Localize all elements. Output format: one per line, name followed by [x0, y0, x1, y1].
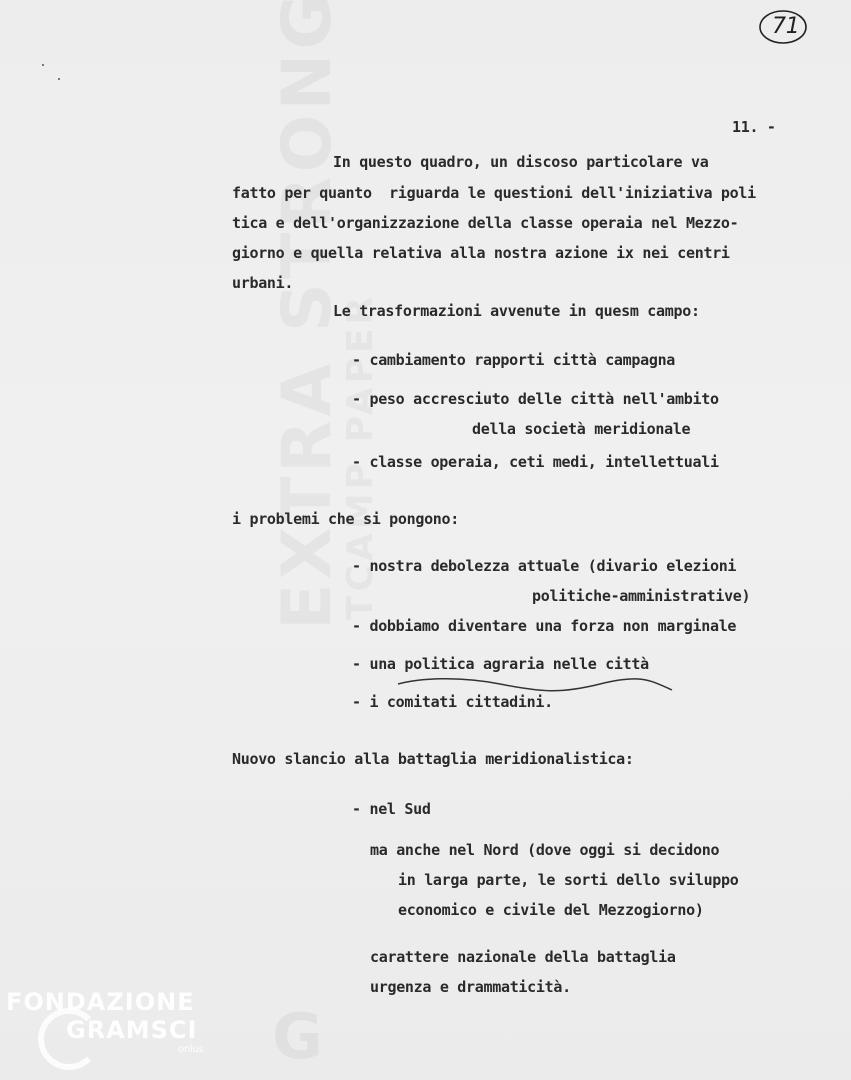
- section-heading: Le trasformazioni avvenute in quesm campo:: [333, 302, 700, 320]
- page-number: 11. -: [732, 118, 776, 136]
- list-item: - nel Sud: [352, 800, 431, 818]
- paragraph-line: fatto per quanto riguarda le questioni dell'iniziativa poli: [232, 184, 756, 202]
- list-item-continuation: in larga parte, le sorti dello sviluppo: [398, 871, 739, 889]
- list-item: - nostra debolezza attuale (divario elezioni: [352, 557, 737, 575]
- list-item-continuation: della società meridionale: [472, 420, 691, 438]
- handwritten-page-number: [764, 12, 800, 39]
- paper-speck: [58, 78, 60, 80]
- list-item: ma anche nel Nord (dove oggi si decidono: [370, 841, 720, 859]
- logo-line-1: FONDAZIONE: [6, 988, 195, 1016]
- paper-speck: [42, 64, 44, 66]
- list-item: - una politica agraria nelle città: [352, 655, 649, 673]
- list-item: - i comitati cittadini.: [352, 693, 553, 711]
- paragraph-line: tica e dell'organizzazione della classe operaia nel Mezzo-: [232, 214, 739, 232]
- section-heading: i problemi che si pongono:: [232, 510, 460, 528]
- section-heading: Nuovo slancio alla battaglia meridionalistica:: [232, 750, 634, 768]
- paragraph-line: In questo quadro, un discoso particolare va: [333, 153, 709, 171]
- paper-watermark-letter: [272, 1000, 332, 1070]
- foundation-logo: [6, 988, 216, 1074]
- paragraph-line: urbani.: [232, 274, 294, 292]
- list-item: - dobbiamo diventare una forza non marginale: [352, 617, 737, 635]
- paragraph-line: giorno e quella relativa alla nostra azione ix nei centri: [232, 244, 730, 262]
- logo-line-3: onlus: [178, 1044, 204, 1055]
- list-item: - classe operaia, ceti medi, intellettuali: [352, 453, 719, 471]
- list-item-continuation: politiche-amministrative): [532, 587, 751, 605]
- list-item: - peso accresciuto delle città nell'ambito: [352, 390, 719, 408]
- handwritten-page-number-text: 71: [772, 14, 800, 39]
- list-item: - cambiamento rapporti città campagna: [352, 351, 676, 369]
- list-item: carattere nazionale della battaglia: [370, 948, 676, 966]
- list-item: urgenza e drammaticità.: [370, 978, 571, 996]
- list-item-continuation: economico e civile del Mezzogiorno): [398, 901, 704, 919]
- logo-line-2: GRAMSCI: [66, 1016, 198, 1044]
